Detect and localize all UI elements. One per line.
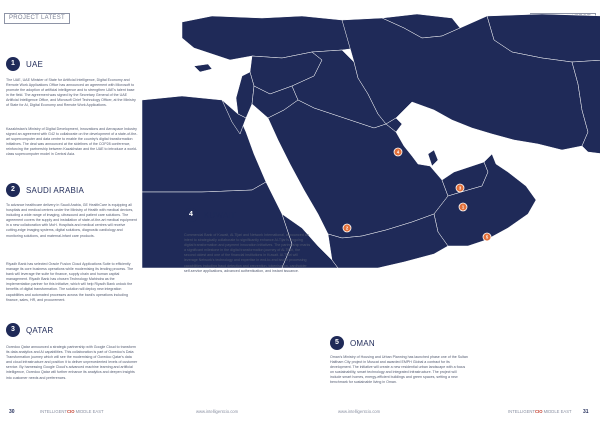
section-country-title: SAUDI ARABIA	[26, 185, 84, 195]
footer-publication-right: INTELLIGENTCIO MIDDLE EAST	[508, 409, 572, 414]
footer-url-left[interactable]: www.intelligentcio.com	[196, 409, 239, 414]
map-marker-3-label: 3	[458, 185, 462, 191]
section-kuwait-header	[184, 208, 236, 222]
page-number-left: 30	[9, 409, 15, 415]
page-footer	[0, 404, 600, 424]
section-number-badge: 3	[6, 323, 20, 337]
section-number-badge: 1	[6, 57, 20, 71]
section-country-title: OMAN	[350, 338, 375, 348]
section-number-badge: 4	[184, 208, 198, 222]
map-marker-2-label: 2	[345, 225, 349, 231]
saudi-paragraph-2: Riyadh Bank has selected Oracle Fusion Cloud Applications Suite to efficiently manage its core business operations while modernising its lending process. The bank will leverage the suite for finance, supply chain and human capital management. Riyadh Bank has chosen Technology Mahindra as the implementation partner for this initiative, which will help Riyadh Bank unlock the benefits of digital transformation. The solution will deploy new integration capabilities and automated processes across the bank's operations including finance, sales, HR, and procurement.	[6, 262, 134, 302]
saudi-paragraph-1: To advance healthcare delivery in Saudi Arabia, GE HealthCare is equipping all hospitals and medical centres under the Ministry of Health with medical devices, including a wide range of imaging, ultrasound and patient care solutions. The agreement covers the supply and installation of state-of-the-art medical equipment in a new collaboration with MoH. Hospitals and medical centres will receive cutting-edge imaging systems, digital solutions, diagnostic cardiology and monitoring solutions, and maternal-infant care products.	[6, 203, 137, 238]
uae-paragraph-2: Kazakhstan's Ministry of Digital Development, Innovations and Aerospace Industry signed an agreement with G42 to collaborate on the development of a state-of-the-art supercomputer and data centre to enable the country's digital transformation initiatives. The deal was announced at the sidelines of the COP28 conference, reinforcing the partnership between Kazakhstan and the UAE to introduce a world-class supercomputer model in Central Asia.	[6, 127, 138, 157]
oman-paragraph-1: Oman's Ministry of Housing and Urban Planning has launched phase one of the Sultan Haitham City project in Muscat and awarded EMPH Global a contract for its development. The initiative will create a new residential urban landscape with a focus on sustainability, smart technology and integrated infrastructure. The project will include smart homes, energy-efficient buildings and green spaces, setting a new benchmark for sustainable living in Oman.	[330, 355, 468, 385]
footer-url-right[interactable]: www.intelligentcio.com	[338, 409, 381, 414]
section-qatar-header	[6, 323, 53, 337]
map-marker-5-label: 5	[485, 234, 489, 240]
section-saudi-header	[6, 183, 84, 197]
uae-paragraph-1: The UAE, UAE Minister of State for Artificial Intelligence, Digital Economy and Remote Work Applications Office has announced an agreement with Microsoft to promote the adoption of artificial intelligence and to strengthen UAE's talent base in the field. The agreement was signed by the Secretary General of the UAE Artificial Intelligence Office, and Microsoft Chief Technology Officer, at the Ministry of State for AI, Digital Economy and Remote Work Applications.	[6, 78, 136, 108]
section-country-title: KUWAIT	[204, 210, 237, 220]
kuwait-paragraph-1: Commercial Bank of Kuwait, Al-Tijari and Network International, announced an intent to strategically collaborate to significantly enhance Al-Tijari's ongoing digital transformation and payment innovation initiatives. The partnership marks a significant milestone in the digital transformation journey of Al-Tijari, the second oldest and one of the financial institutions in Kuwait. Al-Tijari will leverage Network's technology and expertise in end-to-end issuer processing capabilities including fraud detection and prevention, tokenisation, cardholder self-service applications, advanced authentication, and instant issuance.	[184, 233, 311, 273]
section-country-title: UAE	[26, 59, 44, 69]
middle-east-map	[142, 14, 600, 268]
section-country-title: QATAR	[26, 325, 54, 335]
section-uae-header	[6, 57, 43, 71]
section-oman-header	[330, 336, 375, 350]
section-number-badge: 5	[330, 336, 344, 350]
footer-publication-left: INTELLIGENTCIO MIDDLE EAST	[40, 409, 104, 414]
page-number-right: 31	[583, 409, 589, 415]
qatar-paragraph-1: Ooredoo Qatar announced a strategic partnership with Google Cloud to transform its data analytics and AI capabilities. This collaboration is part of Ooredoo's Data Transformation journey which will see the modernising of Ooredoo Qatar's data and cloud infrastructure and position it to deliver unprecedented levels of customer service. By harnessing Google Cloud's advanced machine learning and artificial intelligence, Ooredoo Qatar will further enhance its analytics and deepen insights into customer needs and preferences.	[6, 345, 138, 380]
section-number-badge: 2	[6, 183, 20, 197]
map-marker-4-label: 4	[396, 149, 400, 155]
project-latest-tag-left: PROJECT LATEST	[4, 13, 70, 24]
map-marker-1-label: 1	[461, 204, 465, 210]
